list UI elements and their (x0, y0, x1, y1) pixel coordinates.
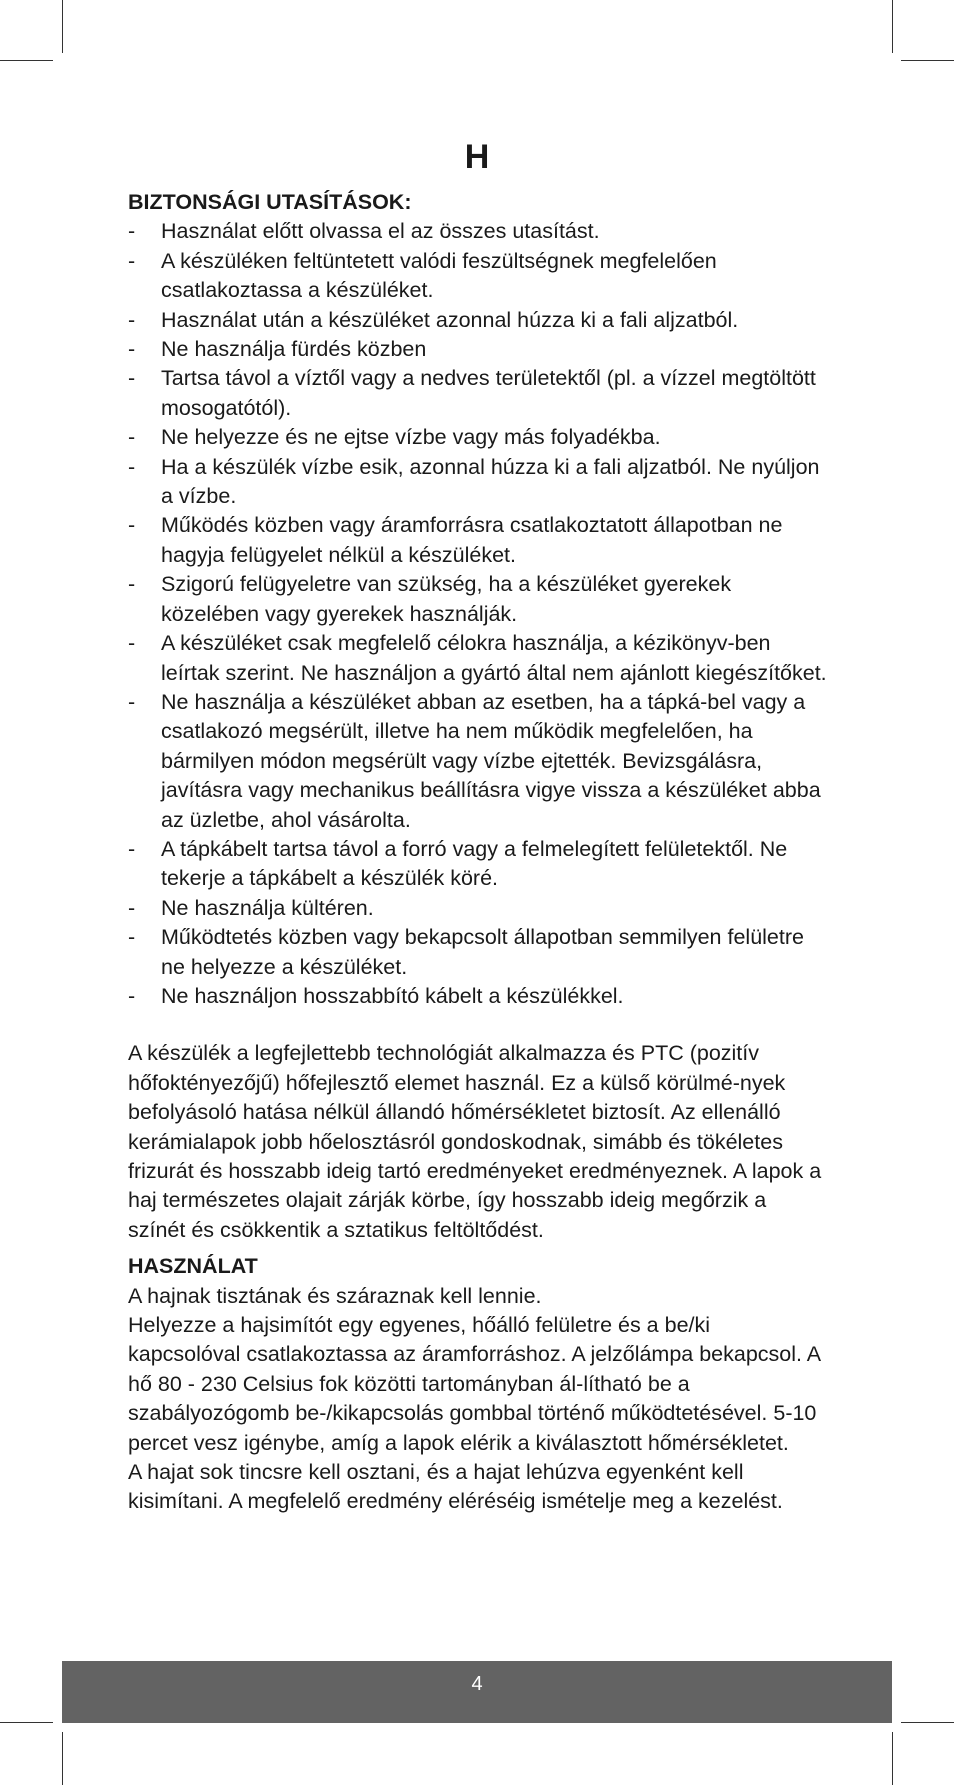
list-item: - A tápkábelt tartsa távol a forró vagy a felmelegített felületektől. Ne tekerje a tápkábelt a készülék köré. (128, 835, 828, 894)
crop-mark-bottom-right-horizontal (901, 1722, 954, 1723)
crop-mark-top-left-horizontal (0, 60, 53, 61)
section-spacer (128, 1011, 828, 1039)
language-code: H (464, 138, 490, 176)
safety-heading: BIZTONSÁGI UTASÍTÁSOK: (128, 190, 412, 214)
usage-paragraph: A hajnak tisztának és száraznak kell lennie. (128, 1283, 542, 1308)
crop-mark-bottom-right-vertical (892, 1732, 893, 1785)
page-footer (62, 1661, 892, 1723)
list-item: - Ne helyezze és ne ejtse vízbe vagy más folyadékba. (128, 423, 828, 452)
usage-paragraph: Helyezze a hajsimítót egy egyenes, hőálló felületre és a be/ki kapcsolóval csatlakoztassa az áramforráshoz. A jelzőlámpa bekapcsol. A hő 80 - 230 Celsius fok közötti tartományban ál-lítható be a szabályozógomb be-/kikapcsolás gombbal történő működtetésével. 5-10 percet vesz igénybe, amíg a lapok elérik a kiválasztott hőmérsékletet. (128, 1313, 820, 1455)
list-item: - Működés közben vagy áramforrásra csatlakoztatott állapotban ne hagyja felügyelet nélkül a készüléket. (128, 511, 828, 570)
crop-mark-top-left-vertical (62, 0, 63, 53)
section-spacer (128, 1245, 828, 1252)
list-item: - A készüléken feltüntetett valódi feszültségnek megfelelően csatlakoztassa a készüléket. (128, 247, 828, 306)
description-paragraph: A készülék a legfejlettebb technológiát alkalmazza és PTC (pozitív hőfoktényezőjű) hőfejlesztő elemet használ. Ez a külső körülmé-nyek befolyásoló hatása nélkül állandó hőmérsékletet biztosít. Az ellenálló kerámialapok jobb hőelosztásról gondoskodnak, simább és tökéletes frizurát és hosszabb ideig tartó eredményeket eredményeznek. A lapok a haj természetes olajait zárják körbe, így hosszabb ideig megőrzik a színét és csökkentik a sztatikus feltöltődést. (128, 1041, 822, 1242)
usage-paragraph: A hajat sok tincsre kell osztani, és a hajat lehúzva egyenként kell kisimítani. A megfelelő eredmény eléréséig ismételje meg a kezelést. (128, 1460, 783, 1514)
list-item: - Ha a készülék vízbe esik, azonnal húzza ki a fali aljzatból. Ne nyúljon a vízbe. (128, 453, 828, 512)
crop-mark-bottom-left-vertical (62, 1732, 63, 1785)
crop-mark-top-right-horizontal (901, 60, 954, 61)
usage-heading: HASZNÁLAT (128, 1254, 258, 1279)
list-item: - Ne használja kültéren. (128, 894, 828, 923)
list-item: - Tartsa távol a víztől vagy a nedves területektől (pl. a vízzel megtöltött mosogatótól). (128, 364, 828, 423)
list-item: - Ne használja fürdés közben (128, 335, 828, 364)
list-item: - Használat után a készüléket azonnal húzza ki a fali aljzatból. (128, 306, 828, 335)
safety-list (128, 217, 828, 1011)
list-item: - Használat előtt olvassa el az összes utasítást. (128, 217, 828, 246)
list-item: - Ne használjon hosszabbító kábelt a készülékkel. (128, 982, 828, 1011)
page-content (128, 188, 828, 1517)
crop-mark-bottom-left-horizontal (0, 1722, 53, 1723)
list-item: - Szigorú felügyeletre van szükség, ha a készüléket gyerekek közelében vagy gyerekek használják. (128, 570, 828, 629)
list-item: - A készüléket csak megfelelő célokra használja, a kézikönyv-ben leírtak szerint. Ne használjon a gyártó által nem ajánlott kiegészítőket. (128, 629, 828, 688)
list-item: - Működtetés közben vagy bekapcsolt állapotban semmilyen felületre ne helyezze a készüléket. (128, 923, 828, 982)
page-number: 4 (471, 1673, 483, 1695)
crop-mark-top-right-vertical (892, 0, 893, 53)
list-item: - Ne használja a készüléket abban az esetben, ha a tápká-bel vagy a csatlakozó megsérült, illetve ha nem működik megfelelően, ha bármilyen módon megsérült vagy vízbe ejtették. Bevizsgálásra, javításra vagy mechanikus beállításra vigye vissza a készüléket abba az üzletbe, ahol vásárolta. (128, 688, 828, 835)
